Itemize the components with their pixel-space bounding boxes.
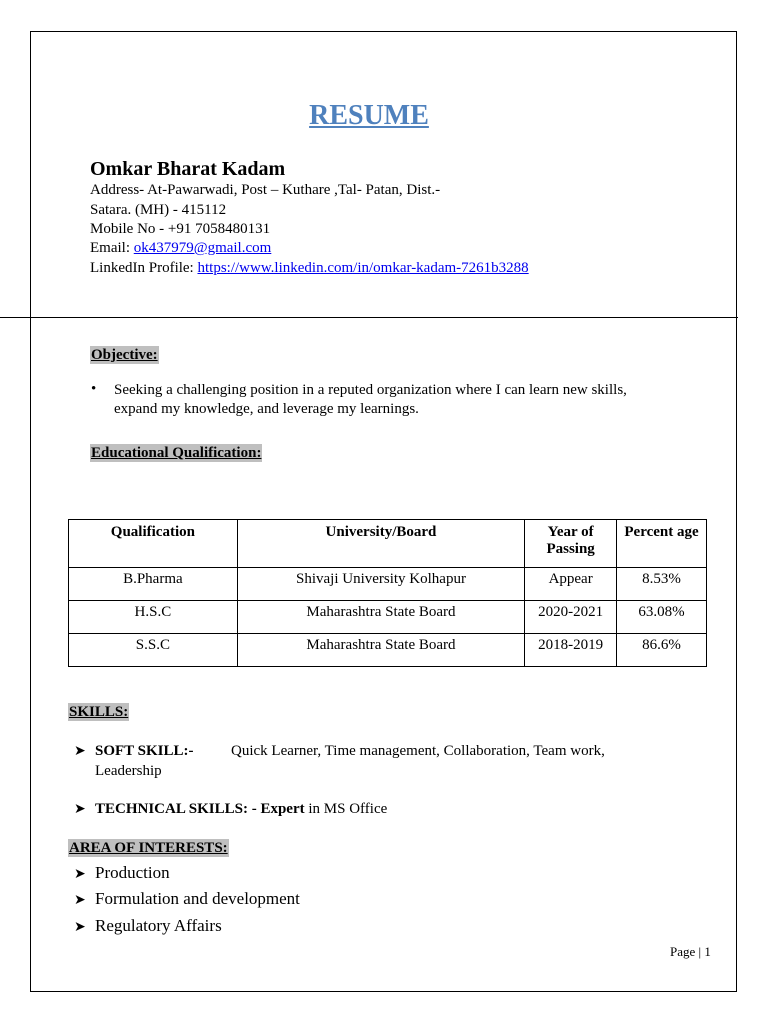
table-row xyxy=(69,634,707,667)
technical-skill-value: in MS Office xyxy=(304,801,388,817)
email-line xyxy=(90,239,271,258)
table-row xyxy=(69,568,707,601)
soft-skill-value-cont: Leadership xyxy=(95,763,162,779)
linkedin-link[interactable]: https://www.linkedin.com/in/omkar-kadam-7261b3288 xyxy=(197,260,529,276)
objective-line-2: expand my knowledge, and leverage my learnings. xyxy=(114,401,419,417)
table-cell: H.S.C xyxy=(69,601,238,634)
table-cell: 2020-2021 xyxy=(525,601,617,634)
interest-item: Formulation and development xyxy=(95,889,300,908)
resume-title: RESUME xyxy=(309,100,429,131)
email-label: Email: xyxy=(90,240,134,256)
table-row xyxy=(69,601,707,634)
table-cell: 86.6% xyxy=(617,634,707,667)
skills-heading: SKILLS: xyxy=(69,704,129,720)
table-cell: Maharashtra State Board xyxy=(237,634,524,667)
arrow-bullet-icon: ➤ xyxy=(74,893,86,908)
table-cell: S.S.C xyxy=(69,634,238,667)
soft-skill-heading: SOFT SKILL:- xyxy=(95,743,194,759)
table-cell: 2018-2019 xyxy=(525,634,617,667)
email-link[interactable]: ok437979@gmail.com xyxy=(133,240,272,256)
objective-heading: Objective: xyxy=(91,347,158,363)
arrow-bullet-icon: ➤ xyxy=(74,744,86,759)
column-header: Percent age xyxy=(617,520,707,568)
table-cell: B.Pharma xyxy=(69,568,238,601)
table-cell: 63.08% xyxy=(617,601,707,634)
technical-skill xyxy=(95,800,387,819)
column-header: Year of Passing xyxy=(525,520,617,568)
education-table xyxy=(68,519,707,667)
column-header: Qualification xyxy=(69,520,238,568)
arrow-bullet-icon: ➤ xyxy=(74,802,86,817)
linkedin-label: LinkedIn Profile: xyxy=(90,260,198,276)
header-divider xyxy=(0,317,738,318)
table-cell: Maharashtra State Board xyxy=(237,601,524,634)
page-number: Page | 1 xyxy=(670,944,711,959)
technical-skill-heading: TECHNICAL SKILLS: - Expert xyxy=(95,801,305,817)
education-heading: Educational Qualification: xyxy=(91,445,262,461)
mobile-number: Mobile No - +91 7058480131 xyxy=(90,221,271,237)
table-cell: Appear xyxy=(525,568,617,601)
column-header: University/Board xyxy=(237,520,524,568)
objective-line-1: Seeking a challenging position in a reputed organization where I can learn new skills, xyxy=(114,382,627,398)
soft-skill-value: Quick Learner, Time management, Collaboration, Team work, xyxy=(231,743,605,759)
candidate-name: Omkar Bharat Kadam xyxy=(90,158,286,180)
interest-item: Production xyxy=(95,863,170,882)
arrow-bullet-icon: ➤ xyxy=(74,867,86,882)
linkedin-line xyxy=(90,259,529,278)
table-cell: Shivaji University Kolhapur xyxy=(237,568,524,601)
table-cell: 8.53% xyxy=(617,568,707,601)
interests-heading: AREA OF INTERESTS: xyxy=(69,840,228,856)
interest-item: Regulatory Affairs xyxy=(95,916,222,935)
arrow-bullet-icon: ➤ xyxy=(74,920,86,935)
soft-skill-label xyxy=(95,742,194,761)
table-header-row xyxy=(69,520,707,568)
address-line-2: Satara. (MH) - 415112 xyxy=(90,202,227,218)
address-line-1: Address- At-Pawarwadi, Post – Kuthare ,Tal- Patan, Dist.- xyxy=(90,182,441,198)
objective-bullet: • xyxy=(91,381,97,397)
